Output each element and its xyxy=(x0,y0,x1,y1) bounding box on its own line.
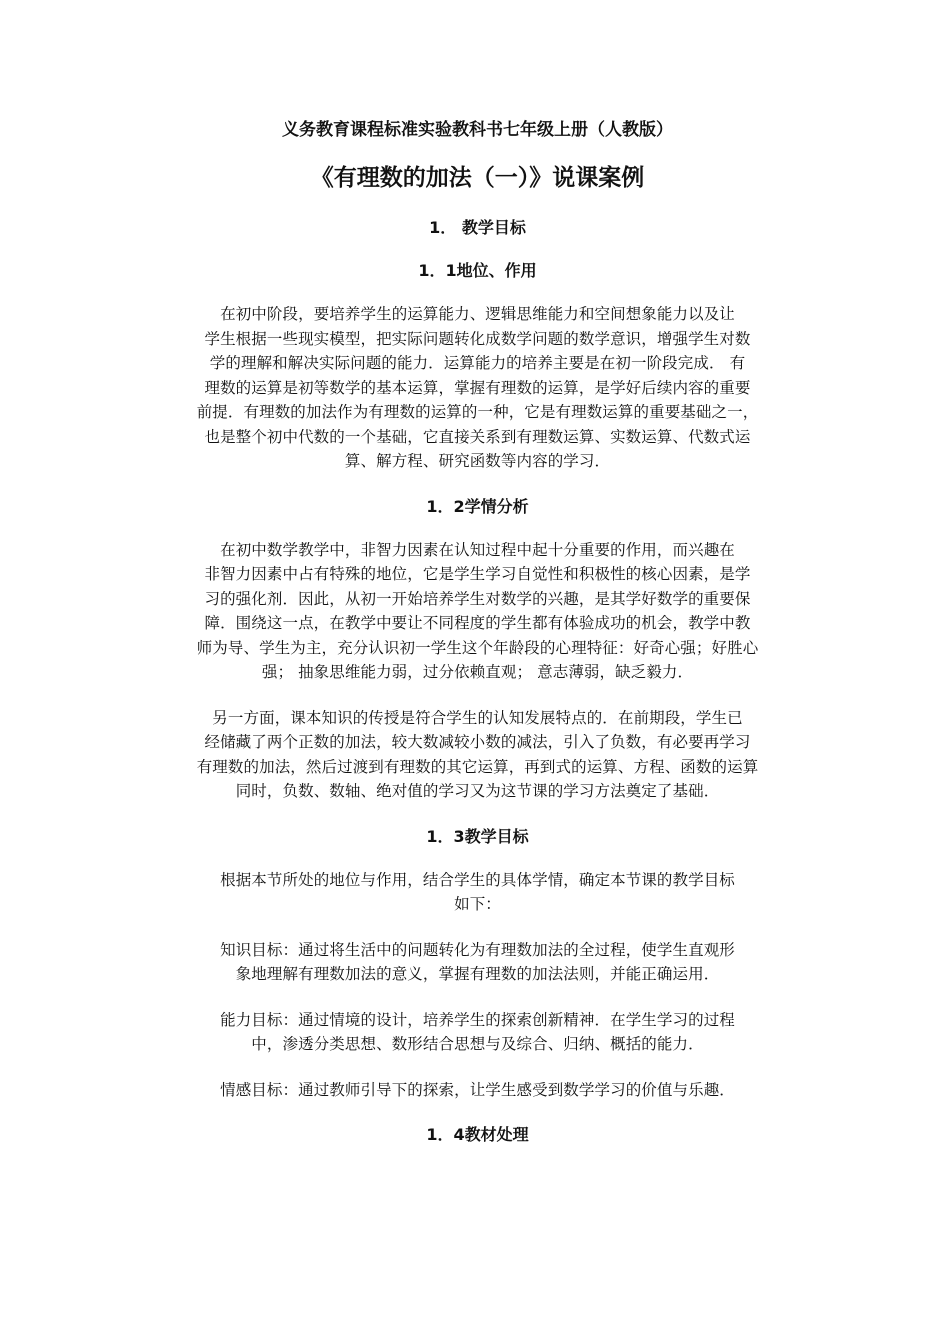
text-line: 情感目标：通过教师引导下的探索，让学生感受到数学学习的价值与乐趣． xyxy=(220,1080,735,1099)
paragraph-position-role xyxy=(145,302,810,474)
text-line: 根据本节所处的地位与作用，结合学生的具体学情，确定本节课的教学目标 xyxy=(220,870,735,889)
paragraph-goals-intro xyxy=(145,868,810,917)
text-line: 强； 抽象思维能力弱，过分依赖直观； 意志薄弱，缺乏毅力． xyxy=(261,663,694,681)
section-heading-learner-analysis: 1．2学情分析 xyxy=(426,496,529,516)
document-page xyxy=(145,118,810,1166)
text-line: 师为导、学生为主，充分认识初一学生这个年龄段的心理特征：好奇心强；好胜心 xyxy=(196,638,759,657)
text-line: 障．围绕这一点，在教学中要让不同程度的学生都有体验成功的机会，教学中教 xyxy=(204,614,751,632)
text-line: 理数的运算是初等数学的基本运算，掌握有理数的运算，是学好后续内容的重要 xyxy=(204,378,751,397)
text-line: 知识目标：通过将生活中的问题转化为有理数加法的全过程，使学生直观形 xyxy=(220,940,735,959)
text-line: 能力目标：通过情境的设计，培养学生的探索创新精神．在学生学习的过程 xyxy=(220,1010,735,1029)
paragraph-learner-analysis xyxy=(145,538,810,685)
text-line: 前提．有理数的加法作为有理数的运算的一种，它是有理数运算的重要基础之一， xyxy=(196,403,759,421)
document-title: 《有理数的加法（一）》说课案例 xyxy=(310,165,645,191)
text-line: 中，渗透分类思想、数形结合思想与及综合、归纳、概括的能力． xyxy=(251,1035,704,1053)
document-subtitle: 义务教育课程标准实验教科书七年级上册（人教版） xyxy=(282,120,673,140)
text-line: 也是整个初中代数的一个基础，它直接关系到有理数运算、实数运算、代数式运 xyxy=(204,427,751,446)
text-line: 学的理解和解决实际问题的能力．运算能力的培养主要是在初一阶段完成． 有 xyxy=(209,354,746,372)
text-line: 如下： xyxy=(454,895,501,913)
text-line: 同时，负数、数轴、绝对值的学习又为这节课的学习方法奠定了基础． xyxy=(235,782,720,800)
section-heading-lesson-goals: 1．3教学目标 xyxy=(426,826,529,846)
text-line: 在初中数学教学中，非智力因素在认知过程中起十分重要的作用，而兴趣在 xyxy=(220,540,735,559)
paragraph-emotion-goal xyxy=(145,1078,810,1103)
text-line: 学生根据一些现实模型，把实际问题转化成数学问题的数学意识，增强学生对数 xyxy=(204,329,751,348)
section-heading-position-role: 1．1地位、作用 xyxy=(418,261,537,280)
text-line: 有理数的加法，然后过渡到有理数的其它运算，再到式的运算、方程、函数的运算 xyxy=(196,757,759,776)
text-line: 习的强化剂．因此，从初一开始培养学生对数学的兴趣，是其学好数学的重要保 xyxy=(204,589,751,608)
text-line: 算、解方程、研究函数等内容的学习． xyxy=(344,452,611,470)
paragraph-knowledge-basis xyxy=(145,706,810,804)
section-heading-material-handling: 1．4教材处理 xyxy=(426,1125,529,1144)
text-line: 在初中阶段，要培养学生的运算能力、逻辑思维能力和空间想象能力以及让 xyxy=(220,305,735,323)
paragraph-ability-goal xyxy=(145,1008,810,1057)
text-line: 经储藏了两个正数的加法，较大数减较小数的减法，引入了负数，有必要再学习 xyxy=(204,733,751,751)
section-heading-teaching-goals: 1． 教学目标 xyxy=(429,218,526,237)
text-line: 象地理解有理数加法的意义，掌握有理数的加法法则，并能正确运用． xyxy=(235,965,720,983)
paragraph-knowledge-goal xyxy=(145,938,810,987)
text-line: 另一方面，课本知识的传授是符合学生的认知发展特点的．在前期段，学生已 xyxy=(212,708,743,727)
text-line: 非智力因素中占有特殊的地位，它是学生学习自觉性和积极性的核心因素，是学 xyxy=(204,565,751,583)
